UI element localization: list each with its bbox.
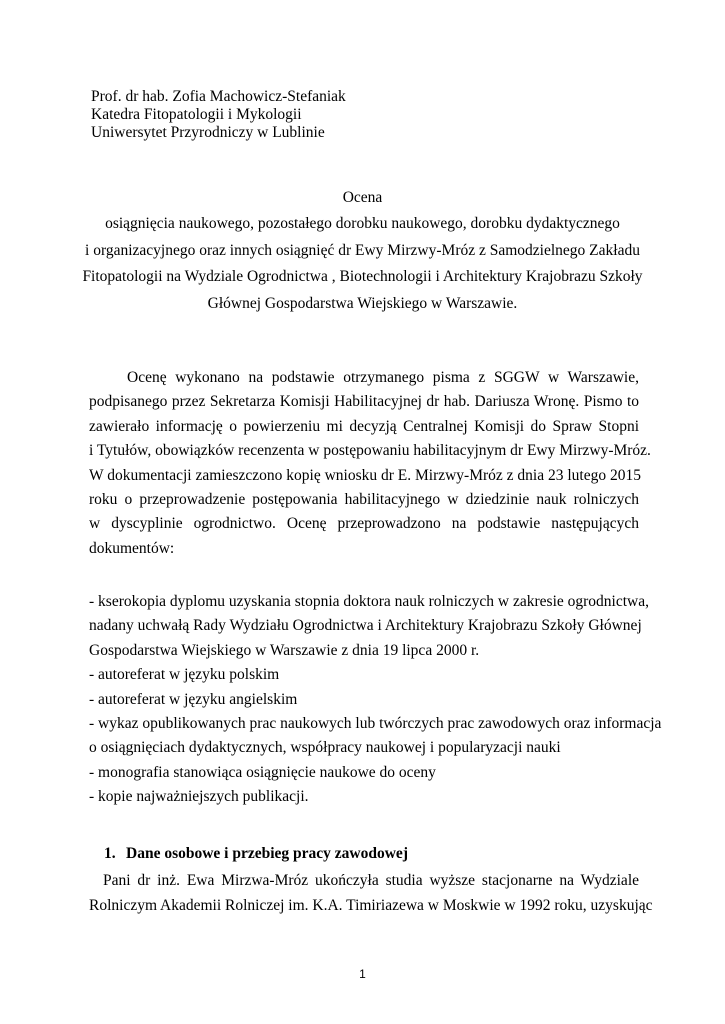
- author-header: [91, 88, 346, 142]
- title-line: i organizacyjnego oraz innych osiągnięć dr Ewy Mirzwy-Mróz z Samodzielnego Zakładu: [85, 241, 640, 259]
- paragraph-line: Ocenę wykonano na podstawie otrzymanego pisma z SGGW w Warszawie,: [127, 369, 639, 386]
- paragraph-line: podpisanego przez Sekretarza Komisji Habilitacyjnej dr hab. Dariusza Wronę. Pismo to: [89, 393, 639, 411]
- paragraph-line: Rolniczym Akademii Rolniczej im. K.A. Timiriazewa w Moskwie w 1992 roku, uzyskując: [89, 897, 653, 914]
- paragraph-line: W dokumentacji zamieszczono kopię wniosku dr E. Mirzwy-Mróz z dnia 23 lutego 2015: [89, 466, 641, 484]
- author-university: Uniwersytet Przyrodniczy w Lublinie: [91, 124, 325, 141]
- section-heading: [104, 845, 408, 863]
- paragraph-line: Pani dr inż. Ewa Mirzwa-Mróz ukończyła studia wyższe stacjonarne na Wydziale: [103, 872, 639, 889]
- documents-list: [89, 590, 662, 810]
- list-item: - monografia stanowiąca osiągnięcie naukowe do oceny: [89, 763, 436, 781]
- author-department: Katedra Fitopatologii i Mykologii: [91, 106, 302, 123]
- document-title: [80, 185, 645, 317]
- author-name: Prof. dr hab. Zofia Machowicz-Stefaniak: [91, 88, 346, 105]
- list-item: - kserokopia dyplomu uzyskania stopnia doktora nauk rolniczych w zakresie ogrodnictwa,: [89, 593, 649, 610]
- list-item-continuation: nadany uchwałą Rady Wydziału Ogrodnictwa i Architektury Krajobrazu Szkoły Głównej: [89, 617, 642, 635]
- section-paragraph: [89, 868, 653, 918]
- section-number: 1.: [104, 845, 116, 862]
- list-item-continuation: o osiągnięciach dydaktycznych, współpracy naukowej i popularyzacji nauki: [89, 739, 561, 757]
- title-line: osiągnięcia naukowego, pozostałego dorobku naukowego, dorobku dydaktycznego: [105, 215, 620, 233]
- paragraph-line: i Tytułów, obowiązków recenzenta w postępowaniu habilitacyjnym dr Ewy Mirzwy-Mróz.: [89, 442, 651, 460]
- title-line: Ocena: [342, 189, 383, 206]
- list-item: - autoreferat w języku polskim: [89, 666, 280, 684]
- list-item: - autoreferat w języku angielskim: [89, 690, 298, 708]
- paragraph-line: roku o przeprowadzenie postępowania habilitacyjnego w dziedzinie nauk rolniczych: [89, 490, 639, 508]
- section-title: Dane osobowe i przebieg pracy zawodowej: [126, 845, 408, 862]
- paragraph-line: w dyscyplinie ogrodnictwo. Ocenę przeprowadzono na podstawie następujących: [89, 515, 639, 533]
- paragraph-line: dokumentów:: [89, 539, 175, 557]
- title-line: Fitopatologii na Wydziale Ogrodnictwa , Biotechnologii i Architektury Krajobrazu Szkoły: [82, 268, 643, 286]
- paragraph-line: zawierało informację o powierzeniu mi decyzją Centralnej Komisji do Spraw Stopni: [89, 417, 639, 435]
- list-item-continuation: Gospodarstwa Wiejskiego w Warszawie z dnia 19 lipca 2000 r.: [89, 641, 480, 659]
- list-item: - wykaz opublikowanych prac naukowych lub twórczych prac zawodowych oraz informacja: [89, 714, 662, 732]
- title-line: Głównej Gospodarstwa Wiejskiego w Warszawie.: [207, 294, 518, 312]
- list-item: - kopie najważniejszych publikacji.: [89, 788, 309, 806]
- intro-paragraph: [89, 366, 651, 561]
- page-number: 1: [359, 967, 366, 981]
